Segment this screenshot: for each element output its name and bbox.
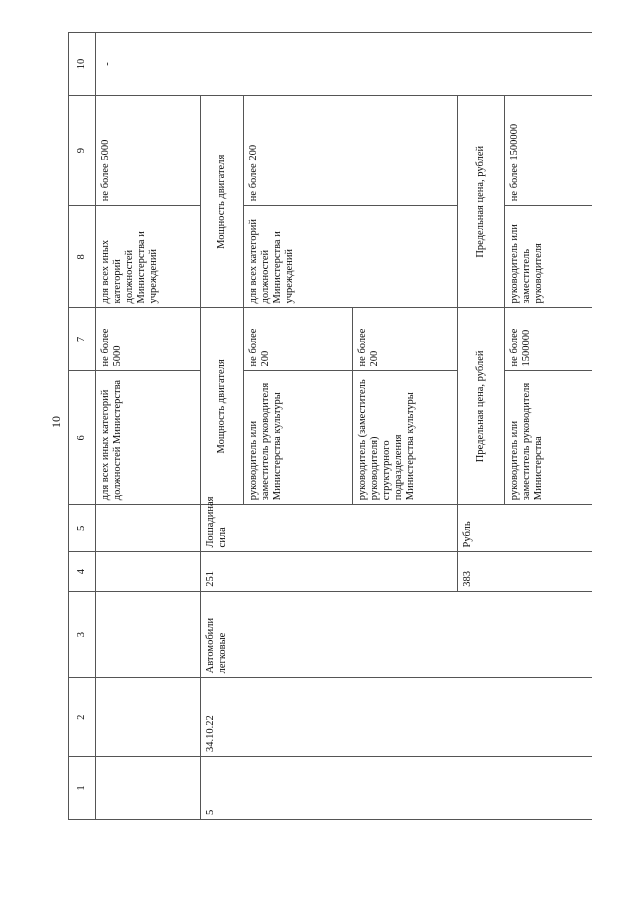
requirements-table — [68, 32, 592, 820]
position-value: не более 200 — [353, 308, 458, 371]
prev-category: для всех иных категорий должностей Министерства — [96, 371, 201, 505]
header-cell: 5 — [69, 505, 96, 552]
table-area — [68, 32, 592, 820]
characteristic-label: Мощность двигателя — [201, 308, 244, 505]
header-row — [69, 33, 96, 820]
unit-name: Лошадиная сила — [201, 505, 458, 552]
header-cell: 10 — [69, 33, 96, 96]
prev-value: не более 5000 — [96, 308, 201, 371]
characteristic-label-8: Предельная цена, рублей — [458, 96, 505, 308]
position-value: не более 1500000 — [505, 308, 593, 371]
position-value-9: не более 200 — [244, 96, 458, 206]
page-number: 10 — [49, 416, 63, 428]
table-row — [96, 33, 201, 820]
prev-category-8: для всех иных категорий должностей Министерства и учреждений — [96, 206, 201, 308]
position-category: руководитель или заместитель руководителя Министерства — [505, 371, 593, 505]
header-cell: 6 — [69, 371, 96, 505]
position-category: руководитель (заместитель руководителя) структурного подразделения Министерства культуры — [353, 371, 458, 505]
header-cell: 7 — [69, 308, 96, 371]
position-value-9: не более 1500000 — [505, 96, 593, 206]
characteristic-label: Предельная цена, рублей — [458, 308, 505, 505]
position-category: руководитель или заместитель руководителя Министерства культуры — [244, 371, 353, 505]
header-cell: 8 — [69, 206, 96, 308]
col10-value: - — [96, 33, 593, 96]
header-cell: 2 — [69, 678, 96, 757]
row-number: 5 — [201, 757, 593, 820]
header-cell: 4 — [69, 552, 96, 591]
table-row — [201, 33, 244, 820]
okei-code: 251 — [201, 552, 458, 591]
okei-code: 383 — [458, 552, 593, 591]
product-name: Автомобили легковые — [201, 591, 593, 678]
header-cell: 3 — [69, 591, 96, 678]
unit-name: Рубль — [458, 505, 593, 552]
header-cell: 1 — [69, 757, 96, 820]
position-value: не более 200 — [244, 308, 353, 371]
position-category-8: для всех категорий должностей Министерства и учреждений — [244, 206, 458, 308]
position-category-8: руководитель или заместитель руководителя — [505, 206, 593, 308]
header-cell: 9 — [69, 96, 96, 206]
characteristic-label-8: Мощность двигателя — [201, 96, 244, 308]
prev-value-9: не более 5000 — [96, 96, 201, 206]
okpd-code: 34.10.22 — [201, 678, 593, 757]
